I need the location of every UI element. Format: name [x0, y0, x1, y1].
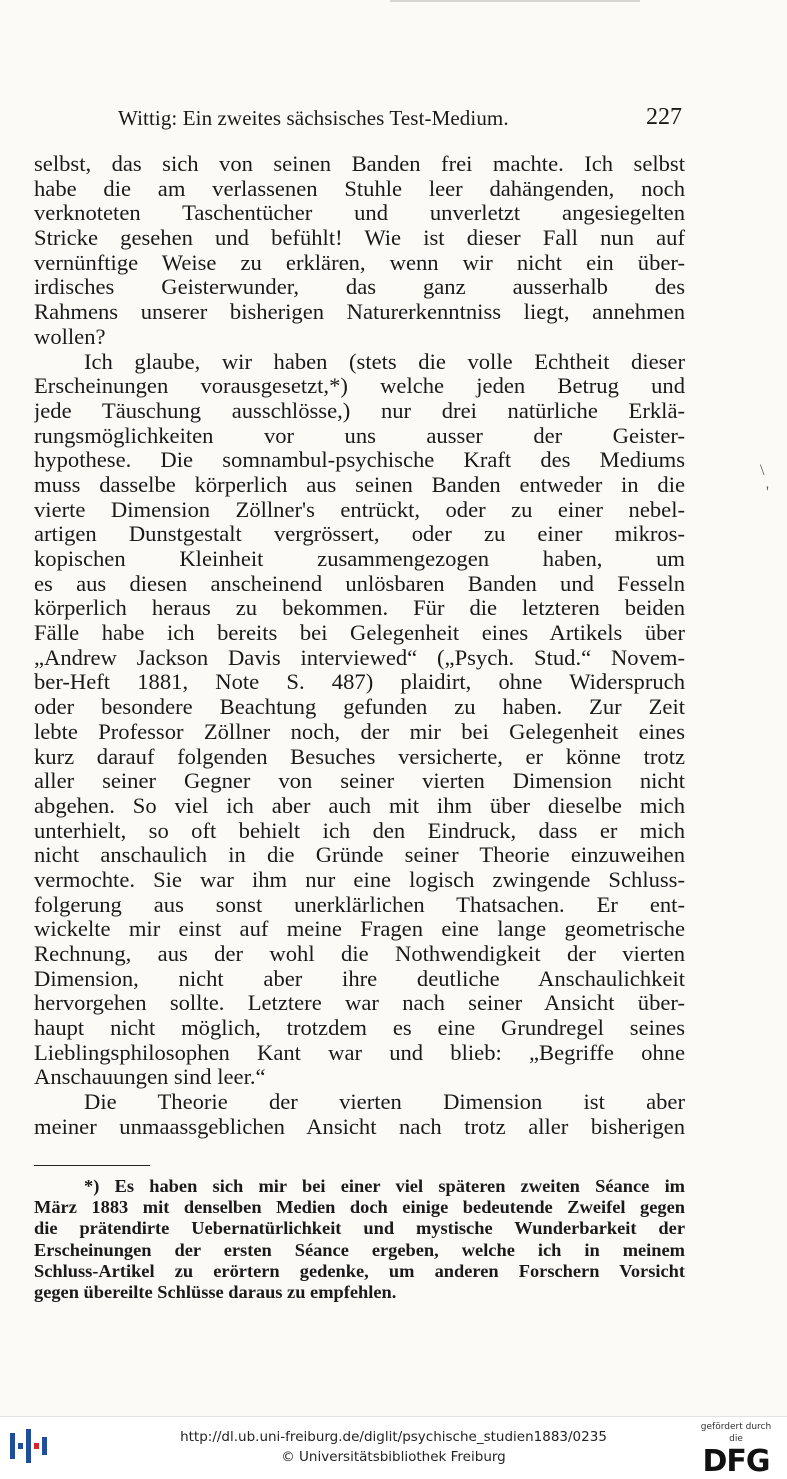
text-line: hervorgehen sollte. Letztere war nach seiner Ansicht über-	[34, 991, 685, 1016]
text-line: lebte Professor Zöllner noch, der mir bei Gelegenheit eines	[34, 719, 685, 744]
footnote-line: die prätendirte Uebernatürlichkeit und mystische Wunderbarkeit der	[34, 1218, 685, 1239]
dfg-caption: gefördert durch die	[700, 1422, 772, 1444]
margin-mark: \	[760, 462, 765, 479]
text-line: Anschauungen sind leer.“	[34, 1065, 266, 1090]
text-line: muss dasselbe körperlich aus seinen Banden entweder in die	[34, 472, 685, 497]
running-title: Wittig: Ein zweites sächsisches Test-Medium.	[118, 106, 509, 130]
top-edge-strip	[390, 0, 640, 10]
text-line: rungsmöglichkeiten vor uns ausser der Geister-	[34, 423, 685, 448]
text-line: habe die am verlassenen Stuhle leer dahängenden, noch	[34, 176, 685, 201]
text-line: körperlich heraus zu bekommen. Für die letzteren beiden	[34, 596, 685, 621]
text-line: wollen?	[34, 324, 106, 349]
text-line: Ich glaube, wir haben (stets die volle Echtheit dieser	[84, 349, 685, 374]
text-line: Stricke gesehen und befühlt! Wie ist dieser Fall nun auf	[34, 226, 685, 251]
text-line: meiner unmaassgeblichen Ansicht nach trotz aller bisherigen	[34, 1114, 685, 1139]
footnotes	[34, 1176, 685, 1303]
text-line: kurz darauf folgenden Besuches versicherte, er könne trotz	[34, 744, 685, 769]
text-line: folgerung aus sonst unerklärlichen Thatsachen. Er ent-	[34, 892, 685, 917]
text-line: verknoteten Taschentücher und unverletzt angesiegelten	[34, 201, 685, 226]
text-line: Die Theorie der vierten Dimension ist aber	[84, 1090, 685, 1115]
text-line: „Andrew Jackson Davis interviewed“ („Psych. Stud.“ Novem-	[34, 645, 685, 670]
footer-url-link[interactable]: http://dl.ub.uni-freiburg.de/diglit/psychische_studien1883/0235	[180, 1429, 607, 1445]
text-line: hypothese. Die somnambul-psychische Kraft des Mediums	[34, 448, 685, 473]
text-line: oder besondere Beachtung gefunden zu haben. Zur Zeit	[34, 695, 685, 720]
text-line: es aus diesen anscheinend unlösbaren Banden und Fesseln	[34, 571, 685, 596]
text-line: vierte Dimension Zöllner's entrückt, oder zu einer nebel-	[34, 497, 685, 522]
body-text	[34, 152, 685, 1140]
dfg-logo-icon: DFG	[702, 1444, 770, 1479]
margin-mark: '	[766, 484, 769, 501]
text-line: irdisches Geisterwunder, das ganz ausserhalb des	[34, 275, 685, 300]
text-line: Rahmens unserer bisherigen Naturerkenntniss liegt, annehmen	[34, 300, 685, 325]
text-line: Dimension, nicht aber ihre deutliche Anschaulichkeit	[34, 966, 685, 991]
footnote-line: gegen übereilte Schlüsse daraus zu empfehlen.	[34, 1281, 397, 1302]
dfg-badge	[693, 1421, 779, 1479]
text-line: wickelte mir einst auf meine Fragen eine lange geometrische	[34, 917, 685, 942]
text-line: selbst, das sich von seinen Banden frei machte. Ich selbst	[34, 152, 685, 176]
text-line: Erscheinungen vorausgesetzt,*) welche jeden Betrug und	[34, 374, 685, 399]
footnote-line: März 1883 mit denselben Medien doch einige bedeutende Zweifel gegen	[34, 1197, 685, 1218]
text-line: kopischen Kleinheit zusammengezogen haben, um	[34, 547, 685, 571]
running-head	[34, 104, 686, 134]
footer-copyright: © Universitätsbibliothek Freiburg	[281, 1449, 506, 1465]
text-line: Rechnung, aus der wohl die Nothwendigkeit der vierten	[34, 942, 685, 966]
footer-bar	[0, 1416, 787, 1479]
text-line: Fälle habe ich bereits bei Gelegenheit eines Artikels über	[34, 621, 685, 646]
footnote-line: Erscheinungen der ersten Séance ergeben, welche ich in meinem	[34, 1239, 685, 1260]
footnote-rule	[34, 1165, 150, 1166]
text-line: vernünftige Weise zu erklären, wenn wir nicht ein über-	[34, 250, 685, 275]
text-line: unterhielt, so oft behielt ich den Eindruck, dass er mich	[34, 818, 685, 843]
footnote-line: Schluss-Artikel zu erörtern gedenke, um anderen Forschern Vorsicht	[34, 1260, 685, 1281]
text-line: Lieblingsphilosophen Kant war und blieb: „Begriffe ohne	[34, 1040, 685, 1065]
text-line: artigen Dunstgestalt vergrössert, oder zu einer mikros-	[34, 522, 685, 547]
text-line: ber-Heft 1881, Note S. 487) plaidirt, ohne Widerspruch	[34, 670, 685, 695]
text-line: haupt nicht möglich, trotzdem es eine Grundregel seines	[34, 1016, 685, 1041]
text-line: aller seiner Gegner von seiner vierten Dimension nicht	[34, 769, 685, 794]
footnote-line: *) Es haben sich mir bei einer viel späteren zweiten Séance im	[84, 1176, 685, 1196]
text-line: jede Täuschung ausschlösse,) nur drei natürliche Erklä-	[34, 398, 685, 423]
text-line: abgehen. So viel ich aber auch mit ihm über dieselbe mich	[34, 793, 685, 818]
text-line: nicht anschaulich in die Gründe seiner Theorie einzuweihen	[34, 843, 685, 868]
page-number: 227	[646, 104, 682, 130]
text-line: vermochte. Sie war ihm nur eine logisch zwingende Schluss-	[34, 867, 685, 892]
